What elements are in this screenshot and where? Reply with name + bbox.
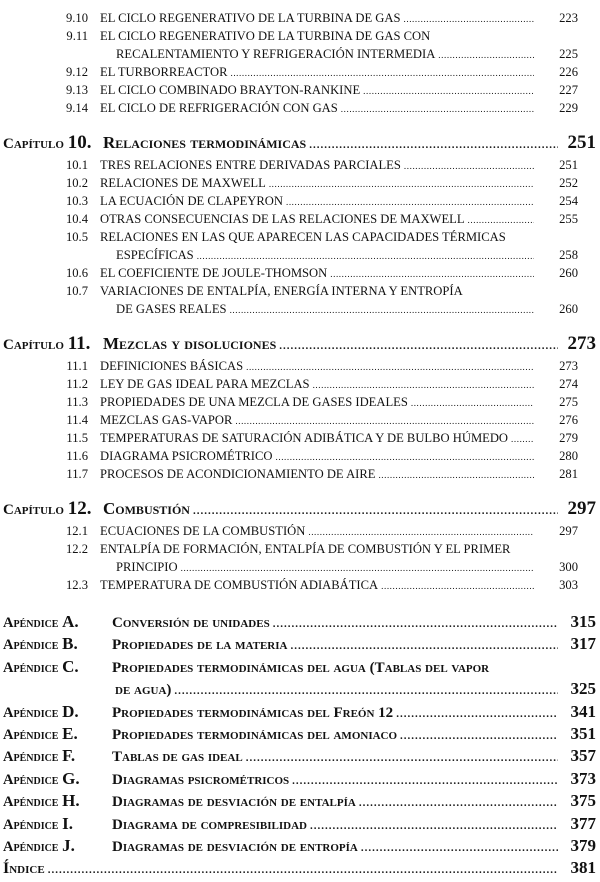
section-page-number: 300 bbox=[559, 560, 578, 574]
chapter-label bbox=[0, 497, 103, 522]
appendix-page-number: 379 bbox=[570, 835, 596, 855]
toc-section-entry[interactable] bbox=[0, 192, 600, 210]
appendix-page-number: 317 bbox=[570, 634, 596, 654]
chapter-entry[interactable] bbox=[0, 332, 600, 356]
appendix-word: Apéndice bbox=[3, 704, 59, 721]
appendix-page-number: 315 bbox=[570, 612, 596, 631]
appendix-list bbox=[0, 611, 600, 880]
toc-section-entry-continuation[interactable] bbox=[0, 558, 600, 576]
dot-leader bbox=[308, 523, 534, 541]
dot-leader bbox=[230, 64, 534, 82]
appendix-letter: I. bbox=[62, 813, 73, 833]
appendix-title: Diagramas de desviación de entropía bbox=[112, 838, 358, 855]
dot-leader bbox=[48, 859, 558, 881]
chapter-label bbox=[0, 131, 103, 156]
appendix-label bbox=[0, 768, 112, 791]
toc-section-entry[interactable] bbox=[0, 447, 600, 465]
section-title: PROPIEDADES DE UNA MEZCLA DE GASES IDEALES bbox=[100, 395, 408, 409]
section-title: EL COEFICIENTE DE JOULE-THOMSON bbox=[100, 266, 328, 280]
section-title-continuation: DE GASES REALES bbox=[116, 302, 227, 316]
section-number: 12.1 bbox=[65, 524, 88, 538]
section-number: 9.13 bbox=[65, 83, 88, 97]
section-page-number: 255 bbox=[559, 212, 578, 226]
toc-section-entry[interactable] bbox=[0, 99, 600, 117]
toc-section-entry[interactable] bbox=[0, 375, 600, 393]
section-title: RELACIONES DE MAXWELL bbox=[100, 176, 266, 190]
section-title: LEY DE GAS IDEAL PARA MEZCLAS bbox=[100, 377, 310, 391]
toc-section-entry[interactable] bbox=[0, 264, 600, 282]
appendix-letter: E. bbox=[62, 723, 78, 743]
appendix-word: Apéndice bbox=[3, 749, 59, 766]
chapter-number: 10. bbox=[67, 132, 92, 153]
appendix-word: Apéndice bbox=[3, 615, 59, 631]
toc-section-entry-continuation[interactable] bbox=[0, 246, 600, 264]
section-page-number: 229 bbox=[559, 101, 578, 115]
section-title: OTRAS CONSECUENCIAS DE LAS RELACIONES DE MAXWELL bbox=[100, 212, 465, 226]
dot-leader bbox=[438, 46, 534, 64]
section-number: 9.11 bbox=[66, 29, 88, 43]
toc-section-entry[interactable] bbox=[0, 411, 600, 429]
section-title-continuation: PRINCIPIO bbox=[116, 560, 178, 574]
dot-leader bbox=[276, 448, 535, 466]
dot-leader bbox=[404, 10, 535, 28]
appendix-letter: C. bbox=[62, 656, 79, 676]
section-number: 12.3 bbox=[65, 578, 88, 592]
appendix-entry[interactable] bbox=[0, 633, 600, 655]
toc-section-entry-continuation[interactable] bbox=[0, 300, 600, 318]
appendix-word: Apéndice bbox=[3, 838, 59, 855]
appendix-title: Propiedades termodinámicas del agua (Tablas del vapor bbox=[112, 659, 490, 676]
section-page-number: 227 bbox=[559, 83, 578, 97]
toc-section-entry-continuation[interactable] bbox=[0, 45, 600, 63]
section-number: 11.5 bbox=[66, 431, 88, 445]
section-title: TEMPERATURA DE COMBUSTIÓN ADIABÁTICA bbox=[100, 578, 379, 592]
dot-leader bbox=[193, 499, 558, 523]
section-title: TRES RELACIONES ENTRE DERIVADAS PARCIALES bbox=[100, 158, 401, 172]
index-entry[interactable] bbox=[0, 857, 600, 879]
section-page-number: 297 bbox=[559, 524, 578, 538]
appendix-entry[interactable] bbox=[0, 701, 600, 723]
appendix-label bbox=[0, 813, 112, 836]
dot-leader bbox=[273, 613, 558, 635]
section-page-number: 281 bbox=[559, 467, 578, 481]
appendix-entry[interactable] bbox=[0, 611, 600, 633]
section-number: 9.14 bbox=[65, 101, 88, 115]
chapter-number: 12. bbox=[67, 498, 92, 519]
section-number: 10.7 bbox=[65, 284, 88, 298]
appendix-page-number: 351 bbox=[570, 723, 596, 743]
appendix-page-number: 325 bbox=[570, 679, 596, 699]
section-number: 10.5 bbox=[65, 230, 88, 244]
appendix-word: Apéndice bbox=[3, 794, 59, 811]
appendix-label bbox=[0, 790, 112, 813]
section-number: 11.4 bbox=[66, 413, 88, 427]
toc-section-entry[interactable] bbox=[0, 576, 600, 594]
section-number: 10.1 bbox=[65, 158, 88, 172]
appendix-title: Propiedades termodinámicas del amoniaco bbox=[112, 726, 398, 743]
appendix-letter: D. bbox=[62, 701, 79, 721]
toc-section-entry[interactable] bbox=[0, 27, 600, 45]
section-number: 10.2 bbox=[65, 176, 88, 190]
section-title-continuation: ESPECÍFICAS bbox=[116, 248, 194, 262]
section-title: ECUACIONES DE LA COMBUSTIÓN bbox=[100, 524, 306, 538]
appendix-title: Diagramas de desviación de entalpía bbox=[112, 794, 356, 811]
appendix-page-number: 341 bbox=[570, 701, 596, 721]
section-title: EL CICLO DE REFRIGERACIÓN CON GAS bbox=[100, 101, 338, 115]
section-page-number: 226 bbox=[559, 65, 578, 79]
toc-section-entry[interactable] bbox=[0, 357, 600, 375]
appendix-entry[interactable] bbox=[0, 768, 600, 790]
dot-leader bbox=[330, 265, 534, 283]
toc-section-entry[interactable] bbox=[0, 81, 600, 99]
section-title: ENTALPÍA DE FORMACIÓN, ENTALPÍA DE COMBUSTIÓN Y EL PRIMER bbox=[100, 542, 511, 556]
dot-leader bbox=[310, 815, 558, 837]
appendix-label bbox=[0, 656, 112, 679]
section-number: 10.4 bbox=[65, 212, 88, 226]
toc-section-entry[interactable] bbox=[0, 9, 600, 27]
toc-section-entry[interactable] bbox=[0, 540, 600, 558]
dot-leader bbox=[230, 301, 534, 319]
appendix-title: Propiedades de la materia bbox=[112, 637, 288, 654]
appendix-label bbox=[0, 835, 112, 858]
dot-leader bbox=[468, 211, 534, 229]
appendix-letter: A. bbox=[62, 612, 79, 631]
chapter-number: 11. bbox=[67, 333, 91, 354]
appendix-page-number: 357 bbox=[570, 746, 596, 766]
appendix-letter: J. bbox=[62, 835, 75, 855]
section-page-number: 279 bbox=[559, 431, 578, 445]
section-number: 11.2 bbox=[66, 377, 88, 391]
section-page-number: 280 bbox=[559, 449, 578, 463]
dot-leader bbox=[396, 703, 558, 725]
dot-leader bbox=[341, 100, 534, 118]
appendix-page-number: 375 bbox=[570, 791, 596, 811]
dot-leader bbox=[246, 358, 534, 376]
dot-leader bbox=[246, 747, 558, 769]
dot-leader bbox=[361, 837, 558, 859]
section-page-number: 260 bbox=[559, 302, 578, 316]
section-page-number: 273 bbox=[559, 359, 578, 373]
section-page-number: 251 bbox=[559, 158, 578, 172]
chapter-page-number: 273 bbox=[567, 333, 596, 354]
section-title: VARIACIONES DE ENTALPÍA, ENERGÍA INTERNA Y ENTROPÍA bbox=[100, 284, 463, 298]
section-title: EL TURBORREACTOR bbox=[100, 65, 228, 79]
toc-section-entry[interactable] bbox=[0, 465, 600, 483]
section-number: 11.1 bbox=[66, 359, 88, 373]
appendix-word: Apéndice bbox=[3, 659, 59, 676]
appendix-entry[interactable] bbox=[0, 723, 600, 745]
dot-leader bbox=[378, 466, 534, 484]
appendix-title-continuation: de agua) bbox=[115, 682, 172, 699]
section-page-number: 276 bbox=[559, 413, 578, 427]
section-page-number: 254 bbox=[559, 194, 578, 208]
chapter-title: Mezclas y disoluciones bbox=[103, 334, 277, 353]
toc-section-entry[interactable] bbox=[0, 282, 600, 300]
toc-section-entry[interactable] bbox=[0, 210, 600, 228]
section-number: 9.10 bbox=[65, 11, 88, 25]
section-page-number: 260 bbox=[559, 266, 578, 280]
chapter-entry[interactable] bbox=[0, 497, 600, 521]
appendix-word: Apéndice bbox=[3, 637, 59, 654]
chapter-label bbox=[0, 332, 103, 357]
toc-section-entry[interactable] bbox=[0, 393, 600, 411]
chapter-title: Relaciones termodinámicas bbox=[103, 133, 307, 152]
table-of-contents bbox=[0, 9, 600, 880]
section-title: LA ECUACIÓN DE CLAPEYRON bbox=[100, 194, 283, 208]
section-title: DIAGRAMA PSICROMÉTRICO bbox=[100, 449, 273, 463]
section-title: MEZCLAS GAS-VAPOR bbox=[100, 413, 233, 427]
section-page-number: 275 bbox=[559, 395, 578, 409]
section-title: EL CICLO COMBINADO BRAYTON-RANKINE bbox=[100, 83, 361, 97]
dot-leader bbox=[292, 770, 558, 792]
section-page-number: 225 bbox=[559, 47, 578, 61]
section-number: 11.6 bbox=[66, 449, 88, 463]
index-title: Índice bbox=[3, 860, 45, 878]
appendix-title: Tablas de gas ideal bbox=[112, 749, 243, 766]
appendix-title: Conversión de unidades bbox=[112, 615, 270, 631]
section-page-number: 252 bbox=[559, 176, 578, 190]
appendix-entry[interactable] bbox=[0, 835, 600, 857]
appendix-letter: H. bbox=[62, 791, 80, 811]
section-title: EL CICLO REGENERATIVO DE LA TURBINA DE GAS CON bbox=[100, 29, 431, 43]
appendix-label bbox=[0, 723, 112, 746]
dot-leader bbox=[381, 577, 534, 595]
chapter-page-number: 251 bbox=[567, 132, 596, 153]
appendix-label bbox=[0, 745, 112, 768]
toc-section-entry[interactable] bbox=[0, 228, 600, 246]
toc-section-entry[interactable] bbox=[0, 522, 600, 540]
chapter-title: Combustión bbox=[103, 499, 190, 518]
section-title-continuation: RECALENTAMIENTO Y REFRIGERACIÓN INTERMEDIA bbox=[116, 47, 436, 61]
appendix-entry[interactable] bbox=[0, 790, 600, 812]
appendix-label bbox=[0, 633, 112, 656]
dot-leader bbox=[269, 175, 534, 193]
dot-leader bbox=[313, 376, 534, 394]
dot-leader bbox=[309, 133, 558, 157]
section-title: EL CICLO REGENERATIVO DE LA TURBINA DE GAS bbox=[100, 11, 401, 25]
chapter-entry[interactable] bbox=[0, 131, 600, 155]
appendix-title: Propiedades termodinámicas del Freón 12 bbox=[112, 704, 394, 721]
appendix-letter: G. bbox=[62, 768, 80, 788]
appendix-label bbox=[0, 701, 112, 724]
dot-leader bbox=[174, 680, 558, 702]
appendix-word: Apéndice bbox=[3, 816, 59, 833]
dot-leader bbox=[181, 559, 534, 577]
section-title: RELACIONES EN LAS QUE APARECEN LAS CAPACIDADES TÉRMICAS bbox=[100, 230, 506, 244]
section-page-number: 274 bbox=[559, 377, 578, 391]
dot-leader bbox=[235, 412, 534, 430]
section-number: 10.6 bbox=[65, 266, 88, 280]
section-page-number: 258 bbox=[559, 248, 578, 262]
appendix-page-number: 373 bbox=[570, 768, 596, 788]
appendix-entry-continuation[interactable] bbox=[0, 678, 600, 700]
dot-leader bbox=[197, 247, 534, 265]
index-page-number: 381 bbox=[570, 858, 596, 878]
appendix-title: Diagrama de compresibilidad bbox=[112, 816, 307, 833]
toc-section-entry[interactable] bbox=[0, 156, 600, 174]
section-title: PROCESOS DE ACONDICIONAMIENTO DE AIRE bbox=[100, 467, 376, 481]
dot-leader bbox=[404, 157, 534, 175]
section-title: DEFINICIONES BÁSICAS bbox=[100, 359, 244, 373]
section-number: 12.2 bbox=[65, 542, 88, 556]
appendix-page-number: 377 bbox=[570, 813, 596, 833]
dot-leader bbox=[286, 193, 534, 211]
section-page-number: 223 bbox=[559, 11, 578, 25]
dot-leader bbox=[511, 430, 534, 448]
appendix-entry[interactable] bbox=[0, 656, 600, 678]
section-number: 11.7 bbox=[66, 467, 88, 481]
chapter-word: Capítulo bbox=[3, 502, 64, 518]
appendix-letter: F. bbox=[62, 746, 76, 766]
chapter-page-number: 297 bbox=[567, 498, 596, 519]
section-page-number: 303 bbox=[559, 578, 578, 592]
dot-leader bbox=[400, 725, 558, 747]
appendix-entry[interactable] bbox=[0, 745, 600, 767]
dot-leader bbox=[290, 635, 558, 657]
appendix-letter: B. bbox=[62, 634, 78, 654]
section-title: TEMPERATURAS DE SATURACIÓN ADIBÁTICA Y DE BULBO HÚMEDO bbox=[100, 431, 509, 445]
chapter-word: Capítulo bbox=[3, 337, 64, 353]
appendix-word: Apéndice bbox=[3, 726, 59, 743]
chapter-word: Capítulo bbox=[3, 136, 64, 152]
appendix-label bbox=[0, 611, 112, 634]
section-number: 11.3 bbox=[66, 395, 88, 409]
toc-section-entry[interactable] bbox=[0, 63, 600, 81]
appendix-title: Diagramas psicrométricos bbox=[112, 771, 290, 788]
dot-leader bbox=[279, 334, 558, 358]
dot-leader bbox=[411, 394, 534, 412]
appendix-entry[interactable] bbox=[0, 813, 600, 835]
dot-leader bbox=[359, 792, 558, 814]
toc-section-entry[interactable] bbox=[0, 174, 600, 192]
section-number: 10.3 bbox=[65, 194, 88, 208]
toc-section-entry[interactable] bbox=[0, 429, 600, 447]
section-number: 9.12 bbox=[65, 65, 88, 79]
appendix-word: Apéndice bbox=[3, 771, 59, 788]
dot-leader bbox=[363, 82, 534, 100]
